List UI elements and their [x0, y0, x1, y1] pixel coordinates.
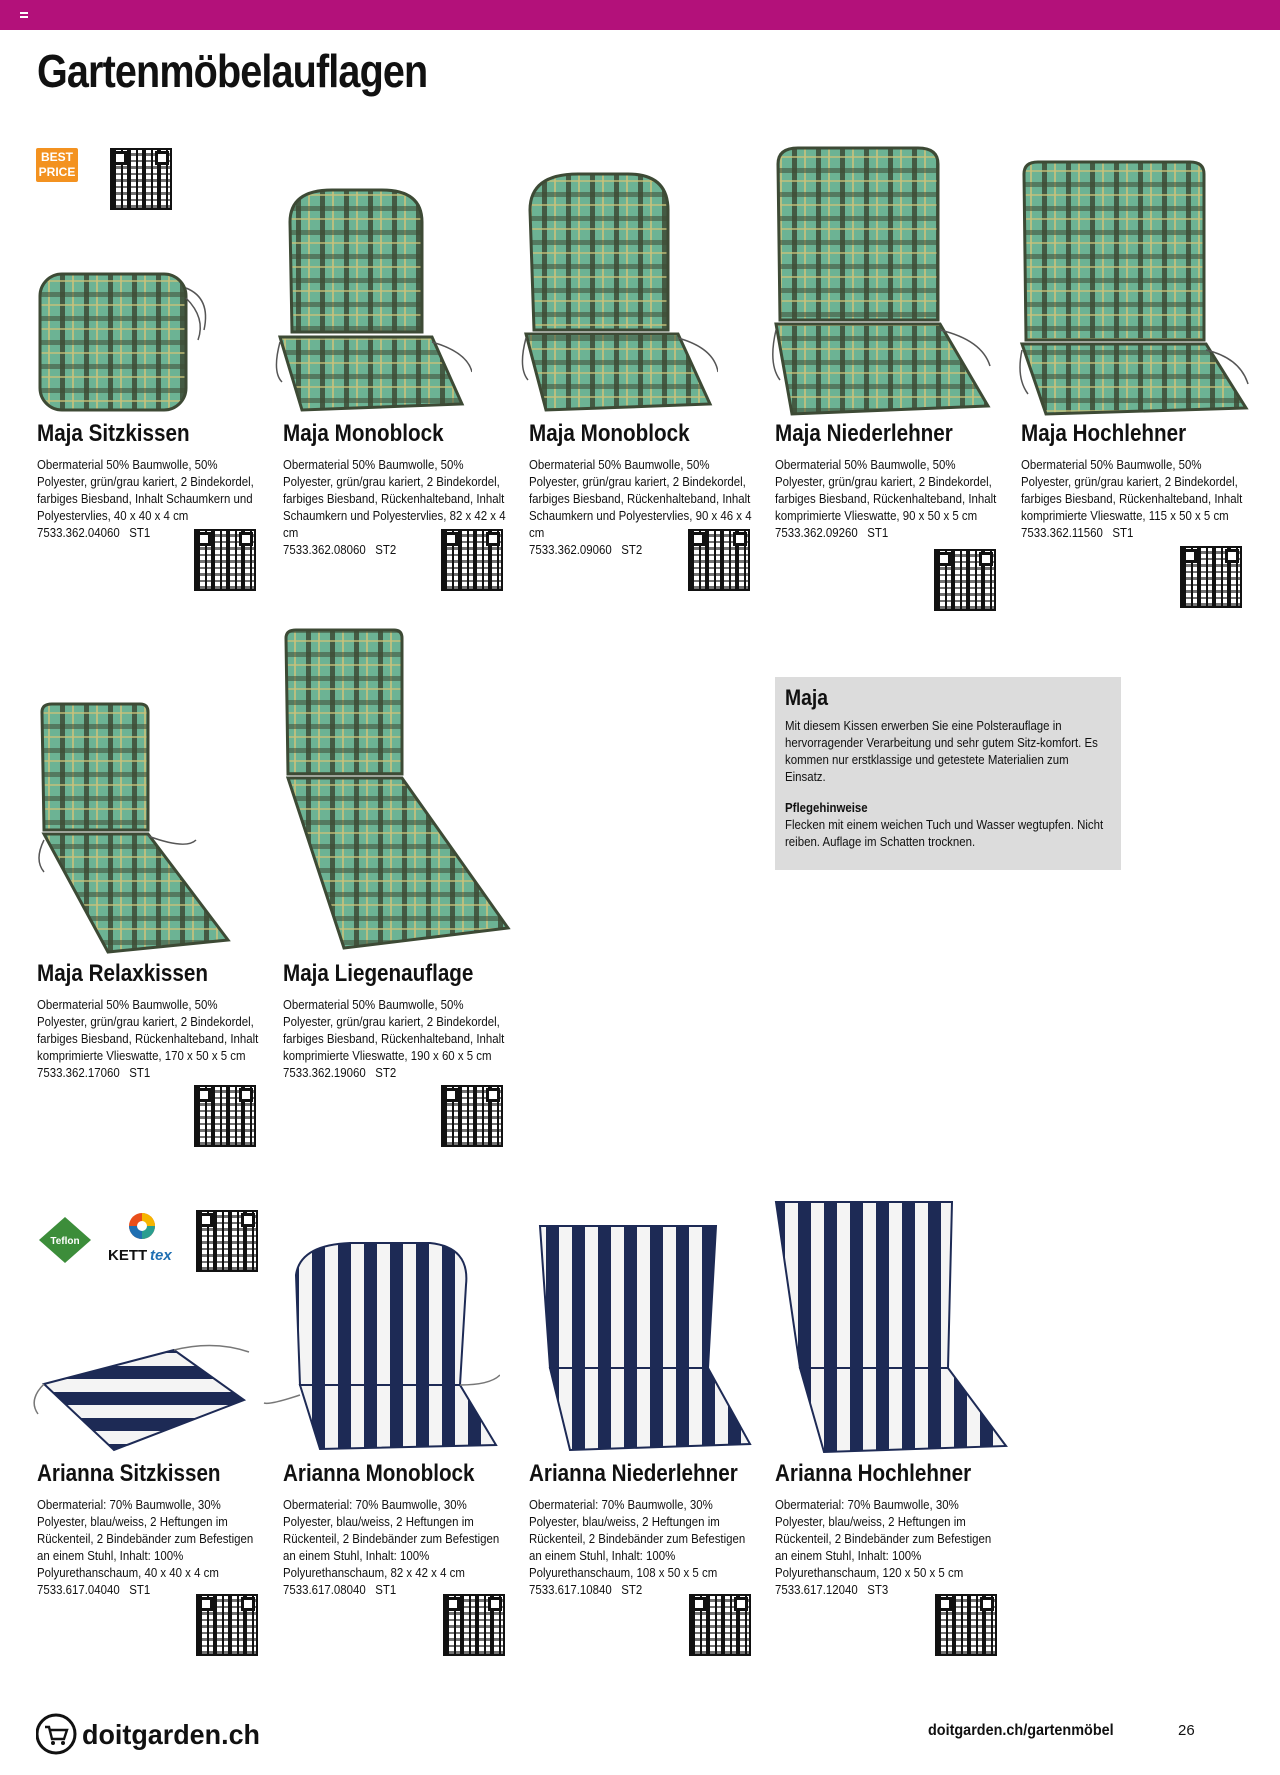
product-code: 7533.617.04040 ST1	[37, 1582, 151, 1597]
product-image-maja-sitzkissen	[36, 268, 212, 416]
best-price-badge	[36, 148, 78, 182]
product-image-arianna-hochlehner	[772, 1198, 1012, 1456]
product-image-arianna-niederlehner	[520, 1218, 756, 1456]
product-title: Maja Relaxkissen	[37, 960, 208, 987]
product-image-maja-hochlehner	[1018, 158, 1250, 420]
product-description: Obermaterial: 70% Baumwolle, 30% Polyester, blau/weiss, 2 Heftungen im Rückenteil, 2 Bindebänder zum Befestigen an einem Stuhl, Inhalt: 100% Polyurethanschaum, 108 x 50 x 5 cm	[529, 1497, 746, 1580]
tex-label: tex	[150, 1247, 172, 1264]
product-description: Obermaterial 50% Baumwolle, 50% Polyester, grün/grau kariert, 2 Bindekordel, farbiges Biesband, Rückenhalteband, Inhalt komprimierte Vlieswatte, 170 x 50 x 5 cm	[37, 997, 259, 1063]
maja-info-box	[775, 677, 1121, 870]
product-description: Obermaterial 50% Baumwolle, 50% Polyester, grün/grau kariert, 2 Bindekordel, farbiges Biesband, Inhalt Schaumkern und Polyestervlies, 40 x 40 x 4 cm	[37, 457, 254, 523]
product-title: Arianna Hochlehner	[775, 1460, 972, 1487]
qr-code-icon[interactable]	[196, 1210, 258, 1272]
info-title: Maja	[785, 685, 829, 710]
qr-code-icon[interactable]	[443, 1594, 505, 1656]
qr-code-icon[interactable]	[935, 1594, 997, 1656]
product-code: 7533.362.04060 ST1	[37, 525, 151, 540]
product-maja-sitzkissen	[37, 420, 267, 541]
product-description: Obermaterial: 70% Baumwolle, 30% Polyester, blau/weiss, 2 Heftungen im Rückenteil, 2 Bindebänder zum Befestigen an einem Stuhl, Inhalt: 100% Polyurethanschaum, 40 x 40 x 4 cm	[37, 1497, 254, 1580]
product-title: Maja Monoblock	[529, 420, 690, 447]
product-maja-hochlehner	[1021, 420, 1251, 541]
kett-label: KETT	[108, 1247, 148, 1264]
care-text: Flecken mit einem weichen Tuch und Wasser wegtupfen. Nicht reiben. Auflage im Schatten trocknen.	[785, 817, 1104, 849]
product-image-arianna-sitzkissen	[24, 1340, 254, 1458]
teflon-label: Teflon	[50, 1236, 80, 1247]
product-code: 7533.362.17060 ST1	[37, 1065, 151, 1080]
product-code: 7533.617.10840 ST2	[529, 1582, 643, 1597]
doitgarden-logo[interactable]	[36, 1712, 266, 1756]
product-image-maja-relaxkissen	[36, 700, 232, 958]
top-bar	[0, 0, 1280, 30]
logo-text: doitgarden.ch	[82, 1719, 260, 1750]
product-description: Obermaterial: 70% Baumwolle, 30% Polyester, blau/weiss, 2 Heftungen im Rückenteil, 2 Bindebänder zum Befestigen an einem Stuhl, Inhalt: 100% Polyurethanschaum, 82 x 42 x 4 cm	[283, 1497, 500, 1580]
product-code: 7533.362.19060 ST2	[283, 1065, 397, 1080]
product-arianna-hochlehner	[775, 1460, 1005, 1598]
product-code: 7533.617.08040 ST1	[283, 1582, 397, 1597]
teflon-logo	[37, 1215, 93, 1265]
product-maja-liegenauflage	[283, 960, 513, 1081]
page-title: Gartenmöbelauflagen	[37, 45, 428, 97]
qr-code-icon[interactable]	[196, 1594, 258, 1656]
product-description: Obermaterial 50% Baumwolle, 50% Polyester, grün/grau kariert, 2 Bindekordel, farbiges Biesband, Rückenhalteband, Inhalt komprimierte Vlieswatte, 190 x 60 x 5 cm	[283, 997, 505, 1063]
care-title: Pflegehinweise	[785, 800, 868, 815]
qr-code-icon[interactable]	[194, 1085, 256, 1147]
footer-link[interactable]: doitgarden.ch/gartenmöbel	[928, 1722, 1114, 1739]
qr-code-icon[interactable]	[934, 549, 996, 611]
page-number: 26	[1178, 1722, 1195, 1739]
product-image-maja-liegenauflage	[282, 628, 514, 954]
product-title: Arianna Niederlehner	[529, 1460, 738, 1487]
product-title: Maja Monoblock	[283, 420, 444, 447]
product-description: Obermaterial: 70% Baumwolle, 30% Polyester, blau/weiss, 2 Heftungen im Rückenteil, 2 Bindebänder zum Befestigen an einem Stuhl, Inhalt: 100% Polyurethanschaum, 120 x 50 x 5 cm	[775, 1497, 992, 1580]
product-arianna-sitzkissen	[37, 1460, 267, 1598]
product-code: 7533.362.08060 ST2	[283, 542, 397, 557]
product-title: Maja Niederlehner	[775, 420, 953, 447]
product-title: Maja Liegenauflage	[283, 960, 474, 987]
product-code: 7533.362.11560 ST1	[1021, 525, 1134, 540]
product-title: Maja Sitzkissen	[37, 420, 190, 447]
product-arianna-monoblock	[283, 1460, 513, 1598]
badge-line-2: PRICE	[38, 165, 76, 179]
kettex-logo	[106, 1210, 178, 1268]
badge-line-1: BEST	[40, 150, 73, 164]
info-text: Mit diesem Kissen erwerben Sie eine Polsterauflage in hervorragender Verarbeitung und sehr gutem Sitz-komfort. Es kommen nur erstklassige und getestete Materialien zum Einsatz.	[785, 718, 1098, 784]
qr-code-icon[interactable]	[441, 1085, 503, 1147]
qr-code-icon[interactable]	[1180, 546, 1242, 608]
product-description: Obermaterial 50% Baumwolle, 50% Polyester, grün/grau kariert, 2 Bindekordel, farbiges Biesband, Rückenhalteband, Inhalt Schaumkern und Polyestervlies, 90 x 46 x 4 cm	[529, 457, 752, 540]
product-maja-relaxkissen	[37, 960, 267, 1081]
qr-code-icon[interactable]	[194, 529, 256, 591]
product-image-maja-niederlehner	[768, 144, 994, 420]
product-maja-niederlehner	[775, 420, 1005, 541]
product-code: 7533.362.09260 ST1	[775, 525, 889, 540]
product-description: Obermaterial 50% Baumwolle, 50% Polyester, grün/grau kariert, 2 Bindekordel, farbiges Biesband, Rückenhalteband, Inhalt komprimierte Vlieswatte, 115 x 50 x 5 cm	[1021, 457, 1243, 523]
product-image-maja-monoblock-1	[272, 182, 472, 420]
product-description: Obermaterial 50% Baumwolle, 50% Polyester, grün/grau kariert, 2 Bindekordel, farbiges Biesband, Rückenhalteband, Inhalt komprimierte Vlieswatte, 90 x 50 x 5 cm	[775, 457, 997, 523]
product-image-arianna-monoblock	[260, 1235, 500, 1455]
product-description: Obermaterial 50% Baumwolle, 50% Polyester, grün/grau kariert, 2 Bindekordel, farbiges Biesband, Rückenhalteband, Inhalt Schaumkern und Polyestervlies, 82 x 42 x 4 cm	[283, 457, 506, 540]
product-code: 7533.617.12040 ST3	[775, 1582, 889, 1597]
product-image-maja-monoblock-2	[518, 168, 718, 420]
product-title: Maja Hochlehner	[1021, 420, 1187, 447]
qr-code-icon[interactable]	[441, 529, 503, 591]
qr-code-icon[interactable]	[110, 148, 172, 210]
product-code: 7533.362.09060 ST2	[529, 542, 643, 557]
cart-icon	[45, 1727, 67, 1739]
qr-code-icon[interactable]	[688, 529, 750, 591]
qr-code-icon[interactable]	[689, 1594, 751, 1656]
product-title: Arianna Monoblock	[283, 1460, 475, 1487]
menu-icon	[20, 12, 28, 14]
product-title: Arianna Sitzkissen	[37, 1460, 221, 1487]
product-arianna-niederlehner	[529, 1460, 759, 1598]
